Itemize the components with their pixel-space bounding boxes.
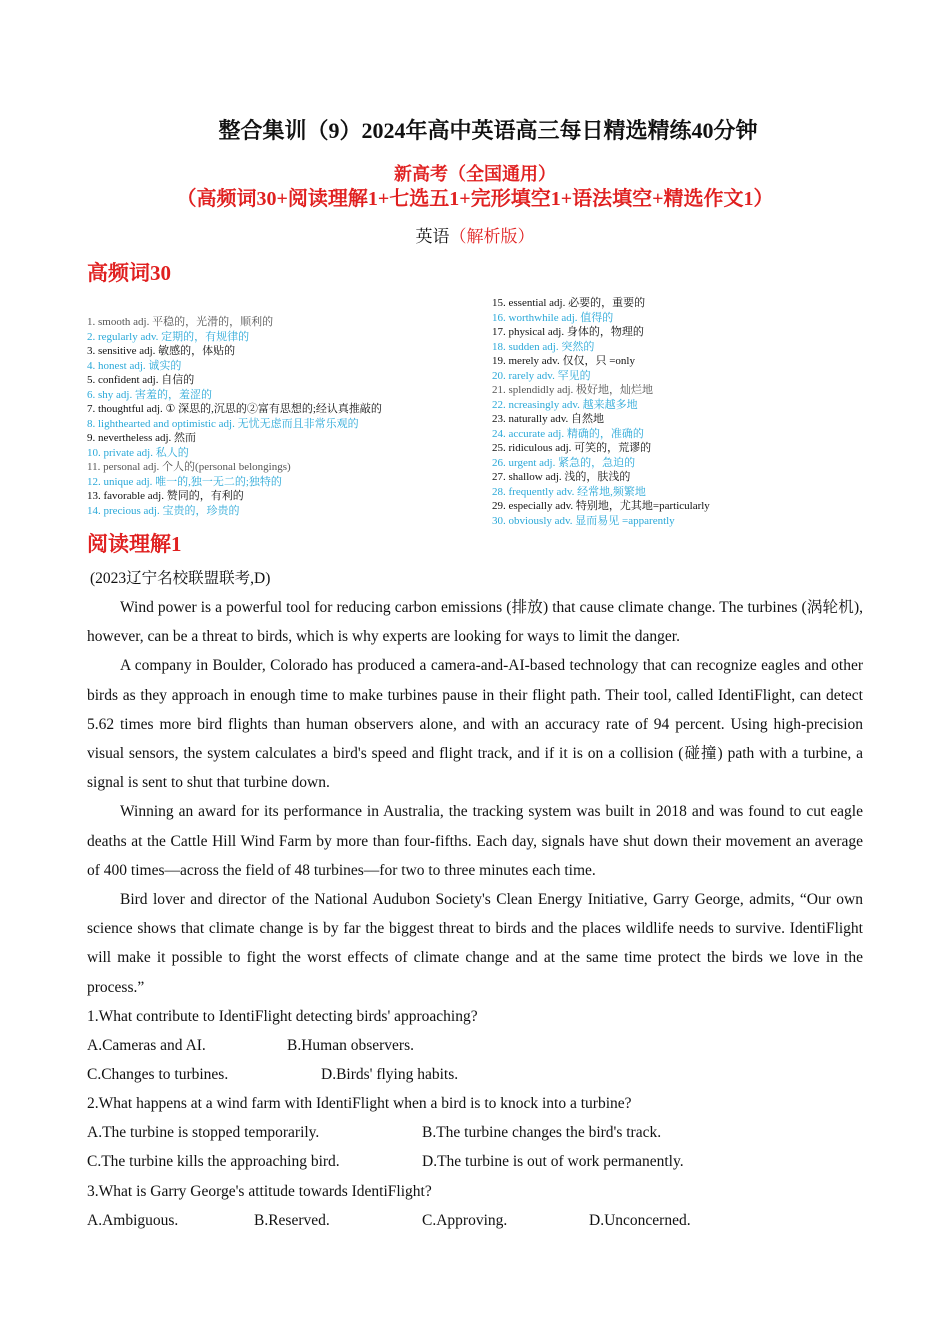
question-stem: 1.What contribute to IdentiFlight detecting birds' approaching? xyxy=(87,1008,478,1025)
edition-label: （解析版） xyxy=(449,227,535,246)
option-b: B.Human observers. xyxy=(287,1037,414,1055)
vocab-item: 21. splendidly adj. 极好地，灿烂地 xyxy=(492,384,654,396)
vocab-item: 10. private adj. 私人的 xyxy=(87,446,189,459)
vocab-item: 3. sensitive adj. 敏感的，体贴的 xyxy=(87,345,236,357)
option-d: D.Unconcerned. xyxy=(589,1211,691,1229)
passage-paragraph: A company in Boulder, Colorado has produced a camera‑and‑AI‑based technology that can recognize eagles and other birds as they approach in enough time to make turbines pause in their flight path. Their tool, called IdentiFlight, can detect 5.62 times more bird flights than human observers alone, and with an accuracy rate of 94 percent. Using high‑precision visual sensors, the system calculates a bird's speed and flight track, and if it is on a collision (碰撞) path with a turbine, a signal is sent to shut that turbine down. xyxy=(87,657,863,792)
option-c: C.Changes to turbines. xyxy=(87,1066,229,1084)
vocab-item: 17. physical adj. 身体的，物理的 xyxy=(492,326,644,338)
vocab-heading: 高频词30 xyxy=(87,261,171,285)
vocab-item: 14. precious adj. 宝贵的，珍贵的 xyxy=(87,504,240,517)
vocab-item: 26. urgent adj. 紧急的，急迫的 xyxy=(492,456,636,469)
vocab-item: 19. merely adv. 仅仅，只 =only xyxy=(492,355,635,367)
option-row xyxy=(87,1031,867,1060)
option-row xyxy=(87,1060,867,1089)
vocab-item: 9. nevertheless adj. 然而 xyxy=(87,432,197,444)
vocab-item: 16. worthwhile adj. 值得的 xyxy=(492,311,614,324)
contents-subtitle: （高频词30+阅读理解1+七选五1+完形填空1+语法填空+精选作文1） xyxy=(176,188,774,210)
vocab-item: 23. naturally adv. 自然地 xyxy=(492,413,605,425)
question-stem: 3.What is Garry George's attitude towards IdentiFlight? xyxy=(87,1182,432,1200)
vocab-item: 27. shallow adj. 浅的，肤浅的 xyxy=(492,471,631,483)
vocab-item: 28. frequently adv. 经常地,频繁地 xyxy=(492,485,646,498)
vocab-item: 7. thoughtful adj. ① 深思的,沉思的②富有思想的;经认真推敲的 xyxy=(87,403,382,415)
option-d: D.Birds' flying habits. xyxy=(321,1066,459,1084)
passage-paragraph: Wind power is a powerful tool for reducing carbon emissions (排放) that cause climate change. The turbines (涡轮机), however, can be a threat to birds, which is why experts are looking for ways to limit the danger. xyxy=(87,599,863,646)
vocab-item: 15. essential adj. 必要的，重要的 xyxy=(492,297,646,309)
subject-line xyxy=(0,222,950,247)
option-b: B.The turbine changes the bird's track. xyxy=(422,1124,662,1142)
vocab-item: 22. ncreasingly adv. 越来越多地 xyxy=(492,398,638,411)
subject-label: 英语 xyxy=(415,227,450,246)
vocab-item: 20. rarely adv. 罕见的 xyxy=(492,369,591,382)
questions xyxy=(87,1002,867,1235)
option-row xyxy=(87,1206,867,1235)
vocab-item: 1. smooth adj. 平稳的，光滑的，顺利的 xyxy=(87,316,274,328)
option-row xyxy=(87,1118,867,1147)
vocab-item: 8. lighthearted and optimistic adj. 无忧无虑而且非常乐观的 xyxy=(87,417,359,430)
vocab-item: 2. regularly adv. 定期的，有规律的 xyxy=(87,330,250,343)
reading-heading: 阅读理解1 xyxy=(87,532,182,556)
vocab-item: 18. sudden adj. 突然的 xyxy=(492,340,595,353)
option-a: A.Cameras and AI. xyxy=(87,1037,206,1055)
vocab-list-right xyxy=(492,296,710,528)
vocab-item: 5. confident adj. 自信的 xyxy=(87,374,195,386)
option-d: D.The turbine is out of work permanently. xyxy=(422,1153,684,1171)
vocab-item: 25. ridiculous adj. 可笑的，荒谬的 xyxy=(492,442,652,454)
passage-paragraph: Winning an award for its performance in Australia, the tracking system was built in 2018 and was found to cut eagle deaths at the Cattle Hill Wind Farm by more than four‑fifths. Each day, signals have shut down their movement an average of 400 times—across the field of 48 turbines—for two to three minutes each time. xyxy=(87,803,863,879)
vocab-item: 6. shy adj. 害羞的，羞涩的 xyxy=(87,388,212,401)
page-title: 整合集训（9）2024年高中英语高三每日精选精练40分钟 xyxy=(218,118,758,143)
option-a: A.The turbine is stopped temporarily. xyxy=(87,1124,320,1142)
passage-source: (2023辽宁名校联盟联考,D) xyxy=(90,570,271,587)
vocab-item: 12. unique adj. 唯一的,独一无二的;独特的 xyxy=(87,475,282,488)
vocab-item: 24. accurate adj. 精确的，准确的 xyxy=(492,427,644,440)
vocab-item: 4. honest adj. 诚实的 xyxy=(87,359,182,372)
option-c: C.The turbine kills the approaching bird. xyxy=(87,1153,340,1171)
vocab-item: 13. favorable adj. 赞同的，有利的 xyxy=(87,490,244,502)
passage-paragraph: Bird lover and director of the National Audubon Society's Clean Energy Initiative, Garry George, admits, “Our own science shows that climate change is by far the biggest threat to birds and the places wildlife needs to survive. IdentiFlight will make it possible to fight the worst effects of climate change and at the same time protect the birds we love in the process.” xyxy=(87,891,863,996)
option-c: C.Approving. xyxy=(422,1211,508,1229)
vocab-item: 30. obviously adv. 显而易见 =apparently xyxy=(492,514,675,527)
exam-subtitle: 新高考（全国通用） xyxy=(394,164,556,184)
vocab-item: 29. especially adv. 特别地，尤其地=particularly xyxy=(492,500,710,512)
option-a: A.Ambiguous. xyxy=(87,1211,179,1229)
vocab-list-left xyxy=(87,315,382,518)
option-b: B.Reserved. xyxy=(254,1211,330,1229)
option-row xyxy=(87,1147,867,1176)
reading-passage xyxy=(87,593,863,1002)
question-stem: 2.What happens at a wind farm with IdentiFlight when a bird is to knock into a turbine? xyxy=(87,1095,632,1113)
vocab-item: 11. personal adj. 个人的(personal belongings) xyxy=(87,461,291,473)
